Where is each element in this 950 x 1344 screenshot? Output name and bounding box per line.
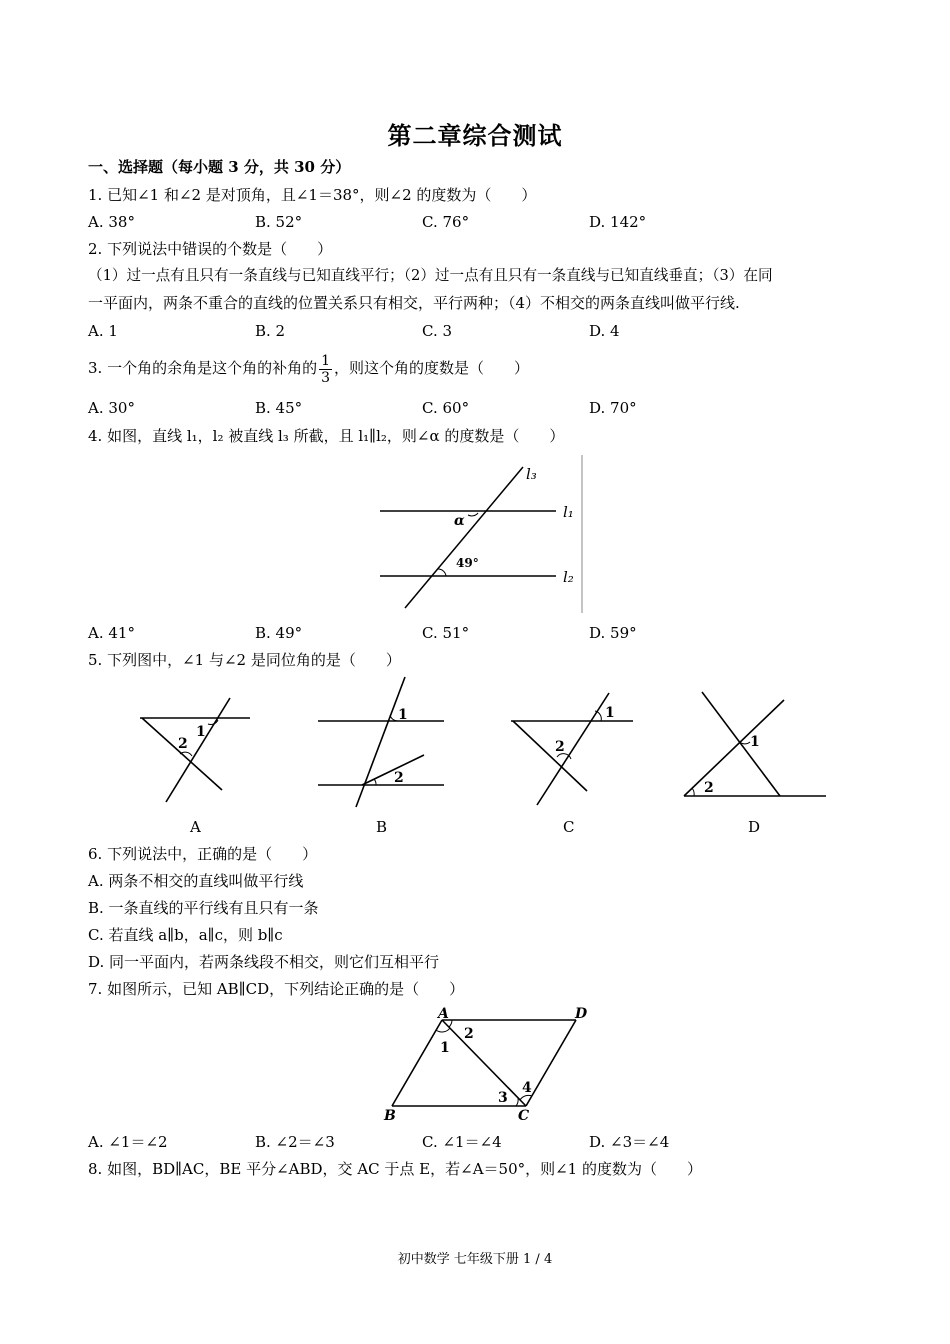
q6-option-b: B. 一条直线的平行线有且只有一条 bbox=[88, 899, 319, 917]
q3-option-b: B. 45° bbox=[255, 399, 303, 417]
question-6-stem: 6. 下列说法中，正确的是（ ） bbox=[88, 845, 318, 863]
q4-arc-49 bbox=[438, 569, 446, 576]
q5-figure-d bbox=[680, 688, 830, 803]
q2-option-d: D. 4 bbox=[589, 322, 620, 340]
q3-fraction-numerator: 1 bbox=[321, 352, 331, 369]
q4-label-l2: l₂ bbox=[563, 568, 574, 586]
page-footer: 初中数学 七年级下册 1 / 4 bbox=[397, 1252, 553, 1267]
q3-fraction bbox=[319, 353, 332, 386]
q5-caption-c: C bbox=[563, 818, 575, 836]
q6-option-a: A. 两条不相交的直线叫做平行线 bbox=[88, 872, 304, 890]
q7-option-c: C. ∠1＝∠4 bbox=[422, 1133, 502, 1151]
q4-figure bbox=[370, 455, 590, 615]
question-1-stem: 1. 已知∠1 和∠2 是对顶角，且∠1＝38°，则∠2 的度数为（ ） bbox=[88, 186, 537, 204]
question-2-line-2: 一平面内，两条不重合的直线的位置关系只有相交，平行两种；（4）不相交的两条直线叫做平行线. bbox=[88, 294, 740, 312]
q7-label-C: C bbox=[518, 1108, 530, 1124]
section-heading: 一、选择题（每小题 3 分，共 30 分） bbox=[88, 158, 351, 176]
q4-label-alpha: α bbox=[454, 513, 465, 529]
q4-label-l1: l₁ bbox=[563, 503, 574, 521]
question-7-stem: 7. 如图所示，已知 AB∥CD，下列结论正确的是（ ） bbox=[88, 980, 465, 998]
q3-stem-post: ，则这个角的度数是（ ） bbox=[334, 359, 530, 377]
q2-option-b: B. 2 bbox=[255, 322, 286, 340]
q3-option-d: D. 70° bbox=[589, 399, 637, 417]
q3-option-c: C. 60° bbox=[422, 399, 470, 417]
question-5-stem: 5. 下列图中，∠1 与∠2 是同位角的是（ ） bbox=[88, 651, 401, 669]
q4-label-49: 49° bbox=[456, 556, 479, 570]
q4-label-l3: l₃ bbox=[526, 465, 537, 483]
q4-option-c: C. 51° bbox=[422, 624, 470, 642]
q1-option-d: D. 142° bbox=[589, 213, 647, 231]
question-3-stem bbox=[88, 350, 529, 386]
q5c-angle-2: 2 bbox=[555, 739, 565, 755]
q7-angle-4: 4 bbox=[522, 1080, 532, 1096]
q5-figure-b bbox=[310, 675, 450, 810]
q5-caption-d: D bbox=[748, 818, 761, 836]
page-title: 第二章综合测试 bbox=[387, 121, 563, 150]
q5-figure-c bbox=[505, 685, 640, 810]
q4-option-a: A. 41° bbox=[88, 624, 135, 642]
q2-option-c: C. 3 bbox=[422, 322, 453, 340]
q3-option-a: A. 30° bbox=[88, 399, 135, 417]
question-2-line-1: （1）过一点有且只有一条直线与已知直线平行；（2）过一点有且只有一条直线与已知直线垂直；（3）在同 bbox=[88, 267, 773, 284]
q4-arc-alpha bbox=[468, 513, 478, 516]
q7-figure bbox=[380, 1004, 595, 1124]
q7-label-B: B bbox=[384, 1108, 396, 1124]
q5-caption-a: A bbox=[190, 818, 201, 836]
q7-label-D: D bbox=[575, 1006, 588, 1022]
q5d-angle-2: 2 bbox=[704, 780, 714, 796]
question-8-stem: 8. 如图，BD∥AC，BE 平分∠ABD，交 AC 于点 E，若∠A＝50°，则∠1 的度数为（ ） bbox=[88, 1160, 702, 1178]
q7-angle-1: 1 bbox=[440, 1040, 450, 1056]
q5-caption-b: B bbox=[376, 818, 388, 836]
q3-fraction-denominator: 3 bbox=[321, 369, 331, 386]
q5d-angle-1: 1 bbox=[750, 734, 760, 750]
q7-angle-3: 3 bbox=[498, 1090, 508, 1106]
q6-option-c: C. 若直线 a∥b，a∥c，则 b∥c bbox=[88, 926, 283, 944]
q7-option-a: A. ∠1＝∠2 bbox=[88, 1133, 168, 1151]
q4-option-b: B. 49° bbox=[255, 624, 303, 642]
q5b-angle-1: 1 bbox=[398, 707, 408, 723]
q6-option-d: D. 同一平面内，若两条线段不相交，则它们互相平行 bbox=[88, 953, 440, 971]
q4-option-d: D. 59° bbox=[589, 624, 637, 642]
question-4-stem: 4. 如图，直线 l₁，l₂ 被直线 l₃ 所截，且 l₁∥l₂，则∠α 的度数是（ ） bbox=[88, 427, 565, 445]
q5c-angle-1: 1 bbox=[605, 705, 615, 721]
q7-angle-2: 2 bbox=[464, 1026, 474, 1042]
q3-stem-pre: 3. 一个角的余角是这个角的补角的 bbox=[88, 359, 318, 377]
q5a-angle-2: 2 bbox=[178, 736, 188, 752]
q7-option-b: B. ∠2＝∠3 bbox=[255, 1133, 335, 1151]
q1-option-b: B. 52° bbox=[255, 213, 303, 231]
q1-option-a: A. 38° bbox=[88, 213, 135, 231]
q5a-angle-1: 1 bbox=[196, 724, 206, 740]
q5b-angle-2: 2 bbox=[394, 770, 404, 786]
q5-figure-a bbox=[130, 690, 260, 810]
q4-line-l3 bbox=[405, 467, 523, 608]
q1-option-c: C. 76° bbox=[422, 213, 470, 231]
q7-label-A: A bbox=[438, 1006, 449, 1022]
question-2-stem: 2. 下列说法中错误的个数是（ ） bbox=[88, 240, 333, 258]
q2-option-a: A. 1 bbox=[88, 322, 118, 340]
q7-option-d: D. ∠3＝∠4 bbox=[589, 1133, 670, 1151]
